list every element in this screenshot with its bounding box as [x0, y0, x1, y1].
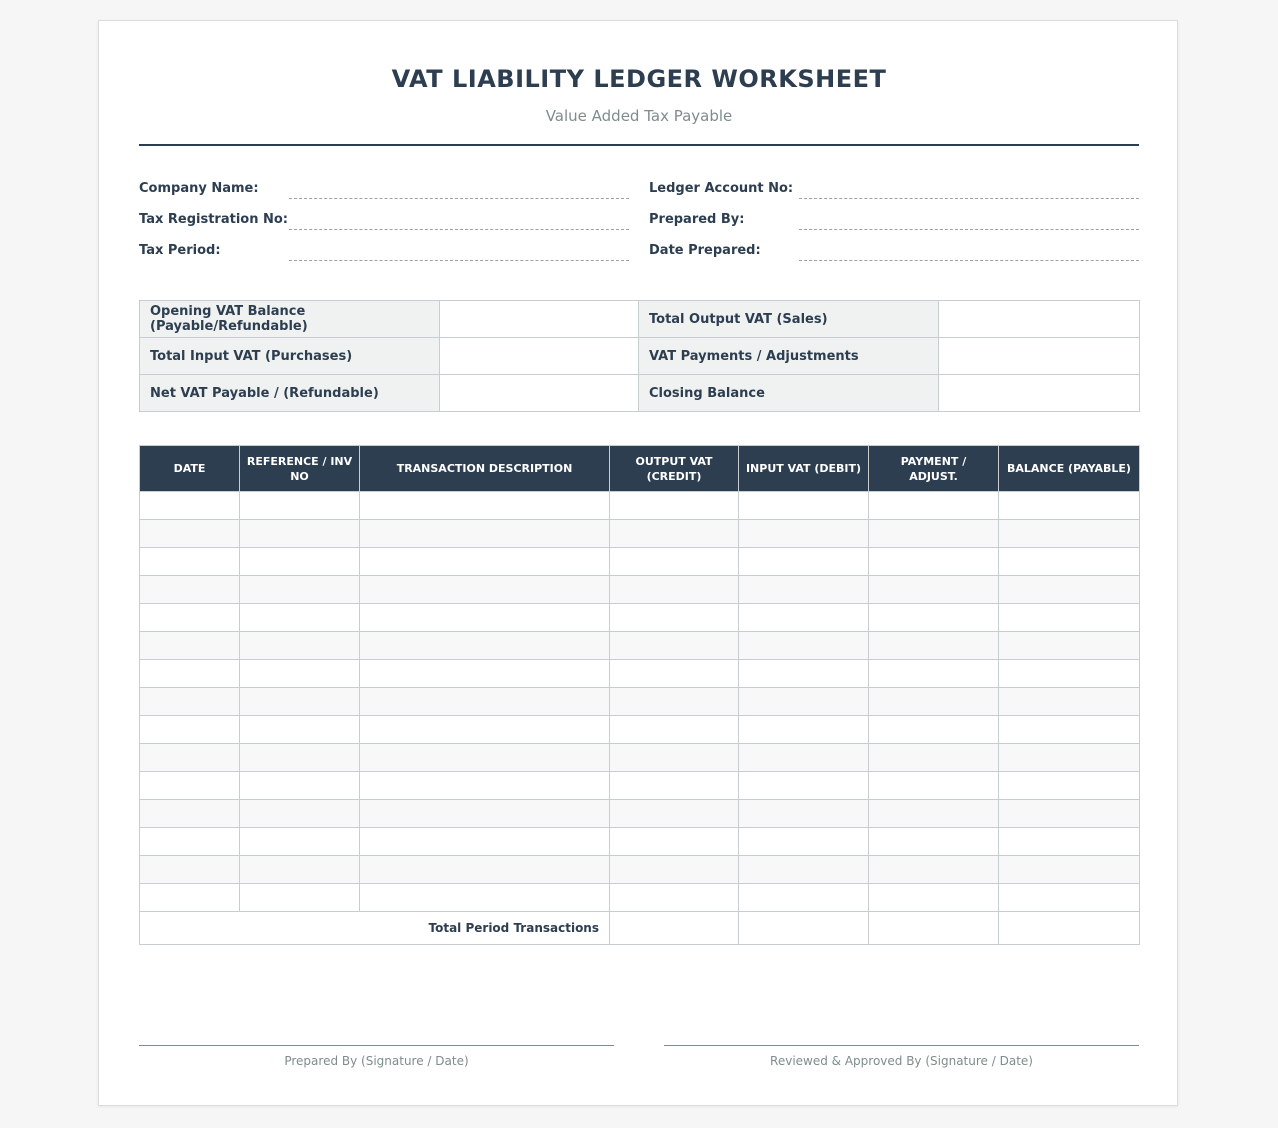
total-input-vat-value[interactable]	[440, 338, 639, 375]
payment-cell[interactable]	[869, 576, 999, 604]
column-header-payment: PAYMENT / ADJUST.	[869, 446, 999, 492]
payment-cell[interactable]	[869, 856, 999, 884]
balance-cell[interactable]	[999, 548, 1140, 576]
balance-cell[interactable]	[999, 828, 1140, 856]
info-row-1	[139, 181, 1139, 205]
table-row	[140, 520, 1140, 548]
reference-cell[interactable]	[240, 576, 360, 604]
output-vat-cell[interactable]	[610, 632, 739, 660]
date-cell[interactable]	[140, 548, 240, 576]
total-input-vat-label: Total Input VAT (Purchases)	[140, 338, 440, 375]
summary-row	[140, 375, 1140, 412]
prepared-signature-block	[139, 1045, 614, 1068]
balance-cell[interactable]	[999, 716, 1140, 744]
date-cell[interactable]	[140, 660, 240, 688]
column-header-input-vat: INPUT VAT (DEBIT)	[739, 446, 869, 492]
input-vat-cell[interactable]	[739, 828, 869, 856]
reference-cell[interactable]	[240, 744, 360, 772]
ledger-account-label: Ledger Account No:	[649, 181, 794, 196]
input-vat-cell[interactable]	[739, 856, 869, 884]
payment-cell[interactable]	[869, 688, 999, 716]
table-row	[140, 884, 1140, 912]
net-vat-payable-value[interactable]	[440, 375, 639, 412]
balance-cell[interactable]	[999, 856, 1140, 884]
column-header-output-vat: OUTPUT VAT (CREDIT)	[610, 446, 739, 492]
date-cell[interactable]	[140, 828, 240, 856]
prepared-by-field[interactable]	[799, 229, 1139, 230]
ledger-account-field[interactable]	[799, 198, 1139, 199]
balance-cell[interactable]	[999, 660, 1140, 688]
balance-cell[interactable]	[999, 744, 1140, 772]
output-vat-cell[interactable]	[610, 688, 739, 716]
company-name-field[interactable]	[289, 198, 629, 199]
tax-registration-label: Tax Registration No:	[139, 212, 288, 227]
company-name-label: Company Name:	[139, 181, 259, 196]
input-vat-cell[interactable]	[739, 632, 869, 660]
page-subtitle: Value Added Tax Payable	[545, 107, 733, 125]
tax-period-label: Tax Period:	[139, 243, 221, 258]
table-row	[140, 492, 1140, 520]
output-vat-cell[interactable]	[610, 772, 739, 800]
output-vat-cell[interactable]	[610, 548, 739, 576]
table-row	[140, 632, 1140, 660]
description-cell[interactable]	[360, 828, 610, 856]
date-cell[interactable]	[140, 856, 240, 884]
description-cell[interactable]	[360, 492, 610, 520]
column-header-date: DATE	[140, 446, 240, 492]
table-row	[140, 660, 1140, 688]
description-cell[interactable]	[360, 688, 610, 716]
description-cell[interactable]	[360, 716, 610, 744]
date-cell[interactable]	[140, 688, 240, 716]
reviewed-signature-block	[664, 1045, 1139, 1068]
payment-cell[interactable]	[869, 744, 999, 772]
tax-period-field[interactable]	[289, 260, 629, 261]
info-row-3	[139, 243, 1139, 267]
date-cell[interactable]	[140, 716, 240, 744]
vat-payments-label: VAT Payments / Adjustments	[639, 338, 939, 375]
closing-balance-label: Closing Balance	[639, 375, 939, 412]
payment-cell[interactable]	[869, 604, 999, 632]
reference-cell[interactable]	[240, 520, 360, 548]
date-prepared-field[interactable]	[799, 260, 1139, 261]
prepared-by-label: Prepared By:	[649, 212, 745, 227]
table-row	[140, 772, 1140, 800]
total-input-vat-cell[interactable]	[739, 912, 869, 945]
ledger-table	[139, 445, 1140, 945]
description-cell[interactable]	[360, 604, 610, 632]
info-row-2	[139, 212, 1139, 236]
total-label: Total Period Transactions	[140, 912, 610, 945]
description-cell[interactable]	[360, 576, 610, 604]
description-cell[interactable]	[360, 632, 610, 660]
reference-cell[interactable]	[240, 772, 360, 800]
table-row	[140, 716, 1140, 744]
reference-cell[interactable]	[240, 884, 360, 912]
payment-cell[interactable]	[869, 800, 999, 828]
summary-row	[140, 301, 1140, 338]
payment-cell[interactable]	[869, 772, 999, 800]
date-cell[interactable]	[140, 604, 240, 632]
reviewed-signature-line[interactable]	[664, 1045, 1139, 1046]
reviewed-signature-label: Reviewed & Approved By (Signature / Date)	[770, 1054, 1033, 1068]
net-vat-payable-label: Net VAT Payable / (Refundable)	[140, 375, 440, 412]
worksheet-page	[98, 20, 1178, 1106]
input-vat-cell[interactable]	[739, 884, 869, 912]
description-cell[interactable]	[360, 800, 610, 828]
output-vat-cell[interactable]	[610, 800, 739, 828]
balance-cell[interactable]	[999, 520, 1140, 548]
description-cell[interactable]	[360, 660, 610, 688]
reference-cell[interactable]	[240, 548, 360, 576]
output-vat-cell[interactable]	[610, 856, 739, 884]
balance-cell[interactable]	[999, 576, 1140, 604]
description-cell[interactable]	[360, 520, 610, 548]
input-vat-cell[interactable]	[739, 688, 869, 716]
output-vat-cell[interactable]	[610, 884, 739, 912]
date-cell[interactable]	[140, 576, 240, 604]
column-header-balance: BALANCE (PAYABLE)	[999, 446, 1140, 492]
date-cell[interactable]	[140, 744, 240, 772]
description-cell[interactable]	[360, 744, 610, 772]
date-cell[interactable]	[140, 884, 240, 912]
payment-cell[interactable]	[869, 884, 999, 912]
column-header-description: TRANSACTION DESCRIPTION	[360, 446, 610, 492]
payment-cell[interactable]	[869, 548, 999, 576]
date-cell[interactable]	[140, 632, 240, 660]
description-cell[interactable]	[360, 856, 610, 884]
output-vat-cell[interactable]	[610, 492, 739, 520]
date-cell[interactable]	[140, 520, 240, 548]
input-vat-cell[interactable]	[739, 520, 869, 548]
date-cell[interactable]	[140, 772, 240, 800]
input-vat-cell[interactable]	[739, 492, 869, 520]
table-row	[140, 800, 1140, 828]
total-balance-cell[interactable]	[999, 912, 1140, 945]
output-vat-cell[interactable]	[610, 828, 739, 856]
table-row	[140, 856, 1140, 884]
reference-cell[interactable]	[240, 688, 360, 716]
opening-balance-value[interactable]	[440, 301, 639, 338]
input-vat-cell[interactable]	[739, 548, 869, 576]
output-vat-cell[interactable]	[610, 520, 739, 548]
opening-balance-label: Opening VAT Balance (Payable/Refundable)	[140, 301, 440, 338]
input-vat-cell[interactable]	[739, 716, 869, 744]
table-row	[140, 744, 1140, 772]
payment-cell[interactable]	[869, 520, 999, 548]
input-vat-cell[interactable]	[739, 772, 869, 800]
total-payment-cell[interactable]	[869, 912, 999, 945]
payment-cell[interactable]	[869, 660, 999, 688]
total-output-vat-label: Total Output VAT (Sales)	[639, 301, 939, 338]
ledger-body	[140, 492, 1140, 945]
payment-cell[interactable]	[869, 828, 999, 856]
date-cell[interactable]	[140, 800, 240, 828]
balance-cell[interactable]	[999, 688, 1140, 716]
output-vat-cell[interactable]	[610, 576, 739, 604]
table-row	[140, 828, 1140, 856]
column-header-reference: REFERENCE / INV NO	[240, 446, 360, 492]
input-vat-cell[interactable]	[739, 576, 869, 604]
input-vat-cell[interactable]	[739, 800, 869, 828]
table-row	[140, 604, 1140, 632]
reference-cell[interactable]	[240, 828, 360, 856]
output-vat-cell[interactable]	[610, 716, 739, 744]
input-vat-cell[interactable]	[739, 744, 869, 772]
closing-balance-value[interactable]	[939, 375, 1140, 412]
prepared-signature-line[interactable]	[139, 1045, 614, 1046]
balance-cell[interactable]	[999, 604, 1140, 632]
reference-cell[interactable]	[240, 716, 360, 744]
ledger-header-row	[140, 446, 1140, 492]
summary-row	[140, 338, 1140, 375]
description-cell[interactable]	[360, 772, 610, 800]
reference-cell[interactable]	[240, 660, 360, 688]
table-row	[140, 576, 1140, 604]
table-row	[140, 548, 1140, 576]
input-vat-cell[interactable]	[739, 660, 869, 688]
payment-cell[interactable]	[869, 716, 999, 744]
reference-cell[interactable]	[240, 800, 360, 828]
output-vat-cell[interactable]	[610, 660, 739, 688]
total-row	[140, 912, 1140, 945]
header-divider	[139, 144, 1139, 146]
reference-cell[interactable]	[240, 492, 360, 520]
balance-cell[interactable]	[999, 632, 1140, 660]
total-output-vat-cell[interactable]	[610, 912, 739, 945]
balance-cell[interactable]	[999, 884, 1140, 912]
date-prepared-label: Date Prepared:	[649, 243, 761, 258]
reference-cell[interactable]	[240, 856, 360, 884]
date-cell[interactable]	[140, 492, 240, 520]
input-vat-cell[interactable]	[739, 604, 869, 632]
prepared-signature-label: Prepared By (Signature / Date)	[284, 1054, 469, 1068]
summary-table	[139, 300, 1140, 412]
description-cell[interactable]	[360, 884, 610, 912]
payment-cell[interactable]	[869, 632, 999, 660]
description-cell[interactable]	[360, 548, 610, 576]
reference-cell[interactable]	[240, 632, 360, 660]
output-vat-cell[interactable]	[610, 604, 739, 632]
balance-cell[interactable]	[999, 492, 1140, 520]
output-vat-cell[interactable]	[610, 744, 739, 772]
balance-cell[interactable]	[999, 772, 1140, 800]
total-output-vat-value[interactable]	[939, 301, 1140, 338]
payment-cell[interactable]	[869, 492, 999, 520]
table-row	[140, 688, 1140, 716]
tax-registration-field[interactable]	[289, 229, 629, 230]
balance-cell[interactable]	[999, 800, 1140, 828]
reference-cell[interactable]	[240, 604, 360, 632]
page-title: VAT LIABILITY LEDGER WORKSHEET	[391, 65, 887, 93]
vat-payments-value[interactable]	[939, 338, 1140, 375]
